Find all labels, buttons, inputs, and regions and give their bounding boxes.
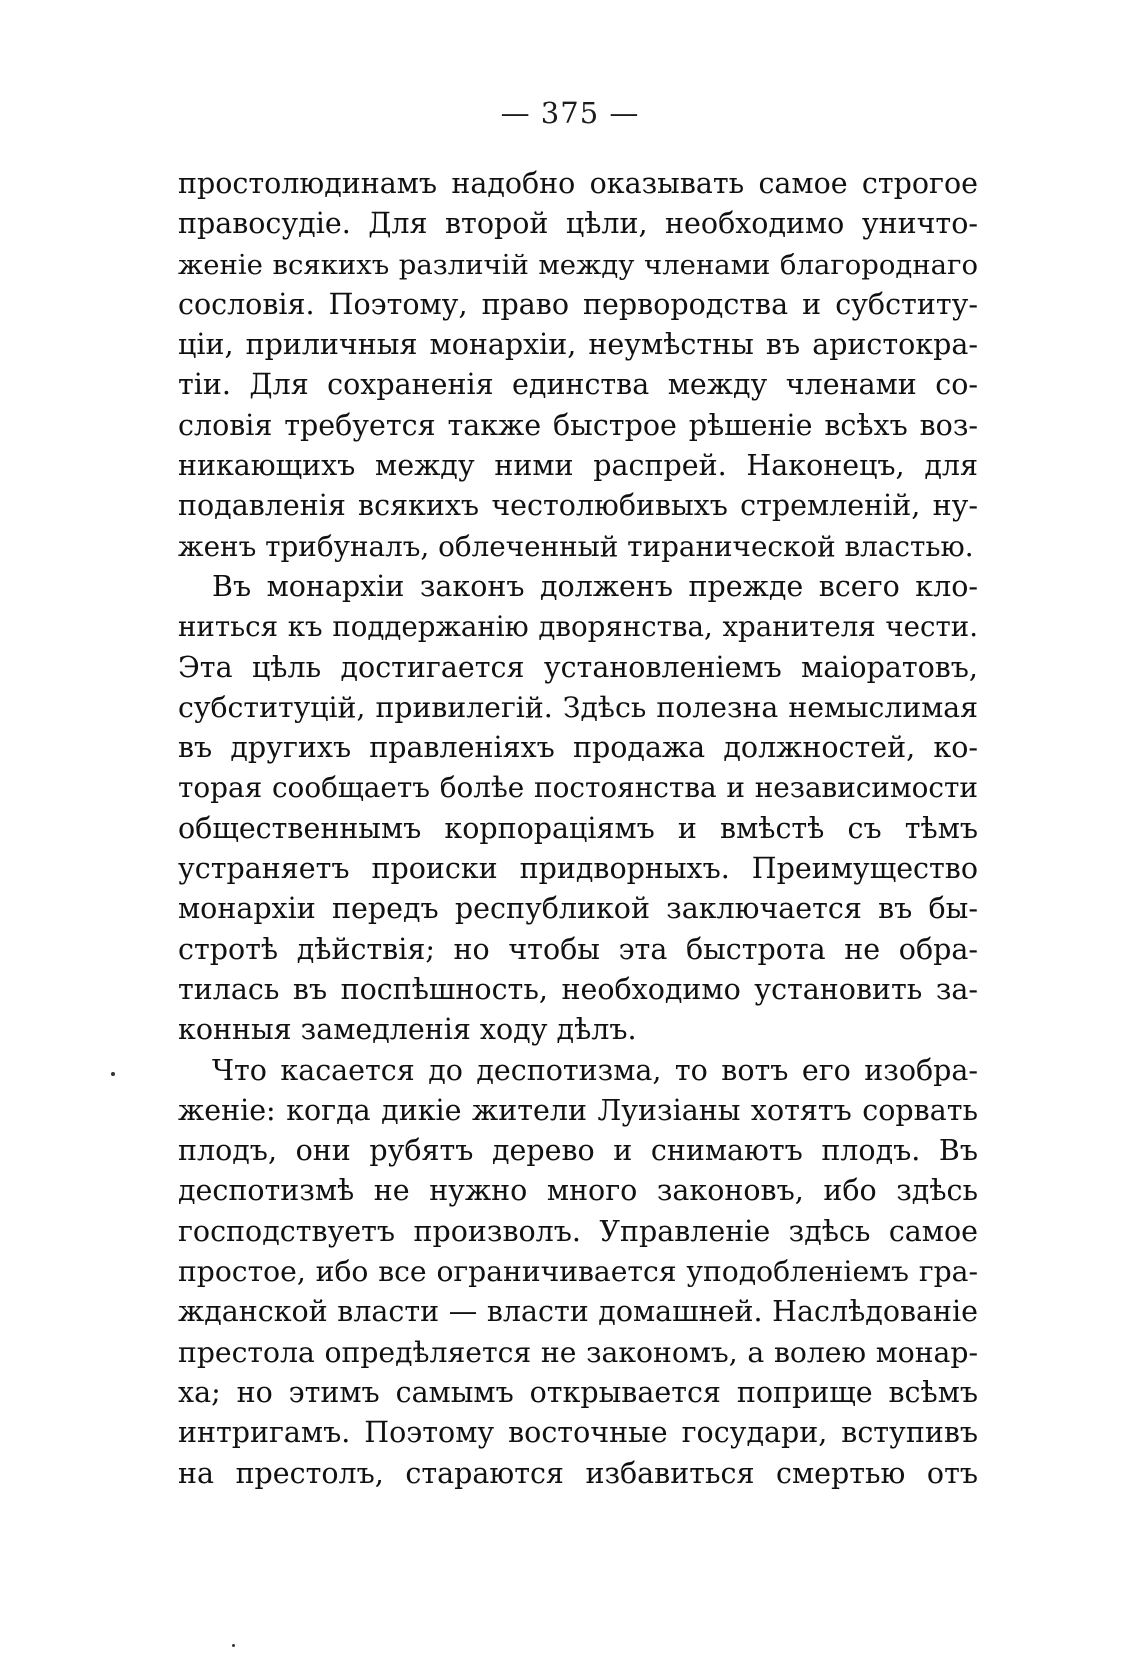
paragraph-2 [178, 567, 978, 1051]
text-line: Что касается до деспотизма, то вотъ его изобра- [212, 1053, 978, 1087]
text-line: монархіи передъ республикой заключается въ бы- [178, 892, 978, 926]
text-line: Эта цѣль достигается установленіемъ маіоратовъ, [178, 650, 978, 684]
text-line: словія требуется также быстрое рѣшеніе всѣхъ воз- [178, 408, 978, 442]
text-line: ха; но этимъ самымъ открывается поприще всѣмъ [178, 1375, 978, 1409]
text-line: женъ трибуналъ, облеченный тиранической властью. [178, 529, 974, 563]
paragraph-3 [178, 1051, 978, 1494]
text-line: интригамъ. Поэтому восточные государи, вступивъ [178, 1416, 978, 1450]
text-line: женіе: когда дикіе жители Луизіаны хотятъ сорвать [178, 1093, 978, 1127]
text-line: жданской власти — власти домашней. Наслѣдованіе [178, 1295, 978, 1329]
text-line: престола опредѣляется не закономъ, а волею монар- [178, 1335, 978, 1369]
text-line: общественнымъ корпораціямъ и вмѣстѣ съ тѣмъ [178, 811, 978, 845]
text-line: простое, ибо все ограничивается уподобленіемъ гра- [178, 1255, 978, 1289]
text-line: подавленія всякихъ честолюбивыхъ стремленій, ну- [178, 489, 978, 523]
text-line: господствуетъ произволъ. Управленіе здѣсь самое [178, 1214, 978, 1248]
text-line: женіе всякихъ различій между членами благороднаго [178, 248, 978, 281]
body-text [178, 164, 978, 1494]
text-line: плодъ, они рубятъ дерево и снимаютъ плодъ. Въ [178, 1134, 978, 1168]
text-line: простолюдинамъ надобно оказывать самое строгое [178, 167, 978, 200]
text-line: субституцій, привилегій. Здѣсь полезна немыслимая [178, 690, 978, 724]
text-line: деспотизмѣ не нужно много законовъ, ибо здѣсь [178, 1174, 978, 1208]
text-line: ціи, приличныя монархіи, неумѣстны въ аристокра- [178, 328, 978, 362]
text-line: Въ монархіи законъ долженъ прежде всего кло- [212, 569, 978, 603]
text-line: тіи. Для сохраненія единства между членами со- [178, 368, 978, 402]
text-line: ниться къ поддержанію дворянства, хранителя чести. [178, 610, 978, 644]
text-line: сословія. Поэтому, право первородства и субститу- [178, 287, 978, 321]
text-line: никающихъ между ними распрей. Наконецъ, для [178, 449, 978, 483]
text-line: стротѣ дѣйствія; но чтобы эта быстрота не обра- [178, 932, 978, 966]
text-line: правосудіе. Для второй цѣли, необходимо уничто- [178, 207, 978, 241]
text-line: на престолъ, стараются избавиться смертью отъ [178, 1456, 978, 1490]
paragraph-1 [178, 164, 978, 567]
scan-speck [111, 1072, 115, 1076]
scan-speck [232, 1644, 235, 1647]
text-line: конныя замедленія ходу дѣлъ. [178, 1013, 637, 1047]
text-line: торая сообщаетъ болѣе постоянства и независимости [178, 771, 978, 805]
text-line: устраняетъ происки придворныхъ. Преимущество [178, 852, 978, 886]
text-line: тилась въ поспѣшность, необходимо установить за- [178, 972, 978, 1006]
text-line: въ другихъ правленіяхъ продажа должностей, ко- [178, 731, 978, 765]
page-number: — 375 — [500, 96, 640, 130]
